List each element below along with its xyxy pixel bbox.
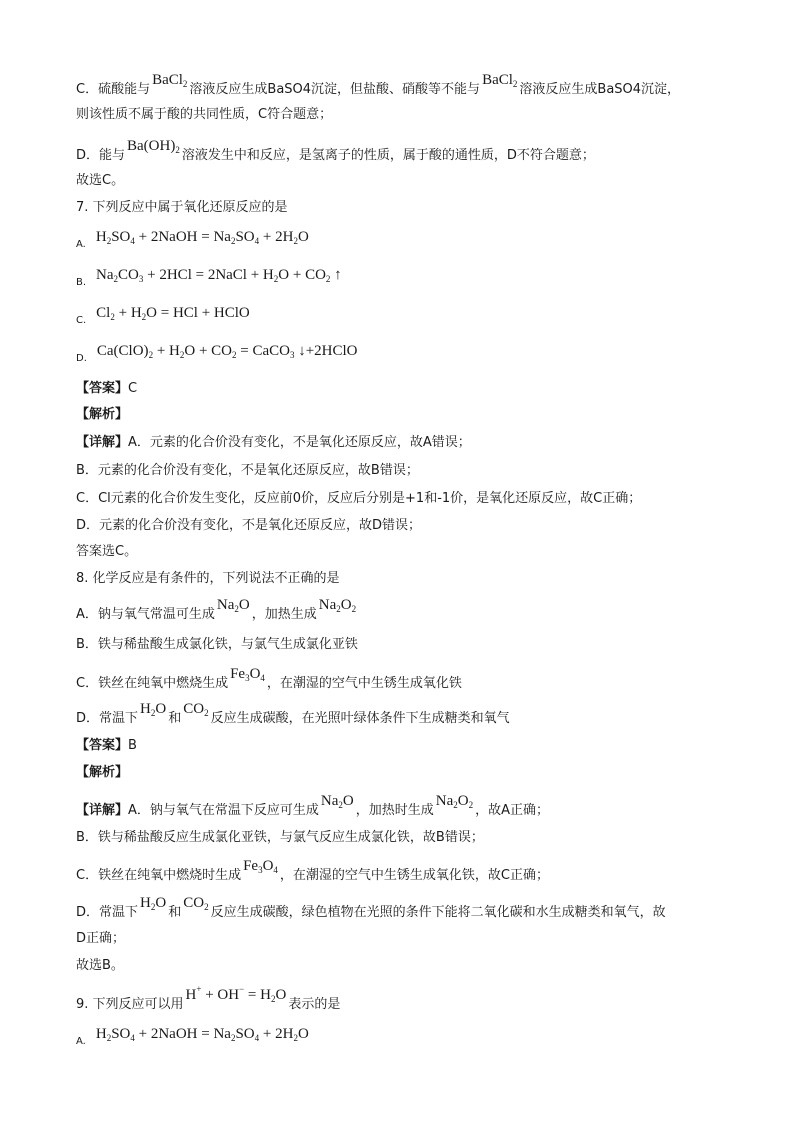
equation: $Cl_2 + H_2O$ = HCl + HClO [96, 305, 250, 322]
detail-line: B．铁与稀盐酸反应生成氯化亚铁，与氯气反应生成氯化铁，故B错误； [76, 830, 484, 845]
ionic-equation: $H^+ + OH^- = H_2O$ [185, 984, 287, 1004]
option-a: A．钠与氧气常温可生成$Na_2O$，加热生成$Na_2O_2$ [76, 597, 357, 622]
formula-na2o: $Na_2O$ [320, 793, 354, 810]
detail-line: D．常温下$H_2O$和$CO_2$ 反应生成碳酸，绿色植物在光照的条件下能将二氧化碳和水生成糖类和氧气，故 [76, 895, 666, 920]
formula-co2: $CO_2$ [183, 701, 209, 718]
formula-na2o2: $Na_2O_2$ [318, 597, 357, 614]
detail-line: B．元素的化合价没有变化，不是氧化还原反应，故B错误； [76, 463, 419, 478]
formula-fe3o4: $Fe_3O_4$ [230, 666, 265, 683]
text-line: 则该性质不属于酸的共同性质，C符合题意； [76, 107, 333, 122]
question-8: 8. 化学反应是有条件的，下列说法不正确的是 [76, 571, 340, 586]
option-d: D．常温下$H_2O$和$CO_2$ 反应生成碳酸，在光照叶绿体条件下生成糖类和氧气 [76, 701, 510, 726]
text-line: 故选C。 [76, 173, 125, 188]
option-c: $_{C.}$ $Cl_2 + H_2O$ = HCl + HClO [76, 305, 250, 326]
formula-h2o: $H_2O$ [140, 701, 167, 718]
formula-na2o2: $Na_2O_2$ [435, 793, 474, 810]
formula-baoh2: $Ba(OH)_2$ [127, 138, 180, 155]
detail-line: 【详解】A．钠与氧气在常温下反应可生成$Na_2O$，加热时生成$Na_2O_2$ ，故A正确； [76, 793, 550, 818]
option-a: $_{A.}$ $H_2SO_4$ + 2NaOH = $Na_2SO_4 + 2H_2O$ [76, 229, 309, 250]
detail-line: D正确； [76, 931, 126, 946]
answer-line: 【答案】B [76, 738, 137, 753]
equation: $Na_2CO_3 + 2HCl$ = 2NaCl + $H_2O + CO_2$ ↑ [96, 267, 342, 284]
option-c: C．铁丝在纯氧中燃烧生成$Fe_3O_4$ ，在潮湿的空气中生锈生成氧化铁 [76, 666, 462, 691]
formula-h2o: $H_2O$ [140, 895, 167, 912]
detail-line: 故选B。 [76, 958, 124, 973]
text-line: D．能与$Ba(OH)_2$ 溶液发生中和反应，是氢离子的性质，属于酸的通性质，D不符合题意； [76, 138, 595, 163]
option-b: $_{B.}$ $Na_2CO_3 + 2HCl$ = 2NaCl + $H_2O + CO_2$ ↑ [76, 267, 342, 288]
question-7: 7. 下列反应中属于氧化还原反应的是 [76, 200, 288, 215]
detail-line: 【详解】A．元素的化合价没有变化，不是氧化还原反应，故A错误； [76, 435, 471, 450]
analysis-heading: 【解析】 [76, 407, 129, 422]
text-line: C．硫酸能与BaCl$_2$ 溶液反应生成BaSO4沉淀，但盐酸、硝酸等不能与BaCl$_2$ 溶液反应生成BaSO4沉淀， [76, 72, 681, 97]
detail-line: C．Cl元素的化合价发生变化，反应前0价，反应后分别是+1和-1价，是氧化还原反应，故C正确； [76, 491, 642, 506]
formula-fe3o4: $Fe_3O_4$ [243, 858, 278, 875]
equation: $H_2SO_4$ + 2NaOH = $Na_2SO_4 + 2H_2O$ [95, 1026, 309, 1043]
formula-co2: $CO_2$ [183, 895, 209, 912]
formula-na2o: $Na_2O$ [216, 597, 250, 614]
question-9: 9. 下列反应可以用$H^+ + OH^- = H_2O$表示的是 [76, 984, 341, 1012]
equation: $Ca(ClO)_2 + H_2O + CO_2$ = CaCO$_3$ ↓+2HClO [96, 343, 358, 360]
answer-line: 【答案】C [76, 381, 138, 396]
detail-line: 答案选C。 [76, 544, 138, 559]
option-a: $_{A.}$ $H_2SO_4$ + 2NaOH = $Na_2SO_4 + 2H_2O$ [76, 1026, 309, 1047]
option-d: $_{D.}$ $Ca(ClO)_2 + H_2O + CO_2$ = CaCO$_3$ ↓+2HClO [76, 343, 358, 364]
analysis-heading: 【解析】 [76, 765, 129, 780]
detail-line: D．元素的化合价没有变化，不是氧化还原反应，故D错误； [76, 518, 422, 533]
formula-bacl2: BaCl$_2$ [152, 72, 188, 89]
equation: $H_2SO_4$ + 2NaOH = $Na_2SO_4 + 2H_2O$ [95, 229, 309, 246]
detail-line: C．铁丝在纯氧中燃烧时生成$Fe_3O_4$ ，在潮湿的空气中生锈生成氧化铁，故C正确； [76, 858, 549, 883]
formula-bacl2: BaCl$_2$ [482, 72, 518, 89]
option-b: B．铁与稀盐酸生成氯化铁，与氯气生成氯化亚铁 [76, 637, 358, 652]
